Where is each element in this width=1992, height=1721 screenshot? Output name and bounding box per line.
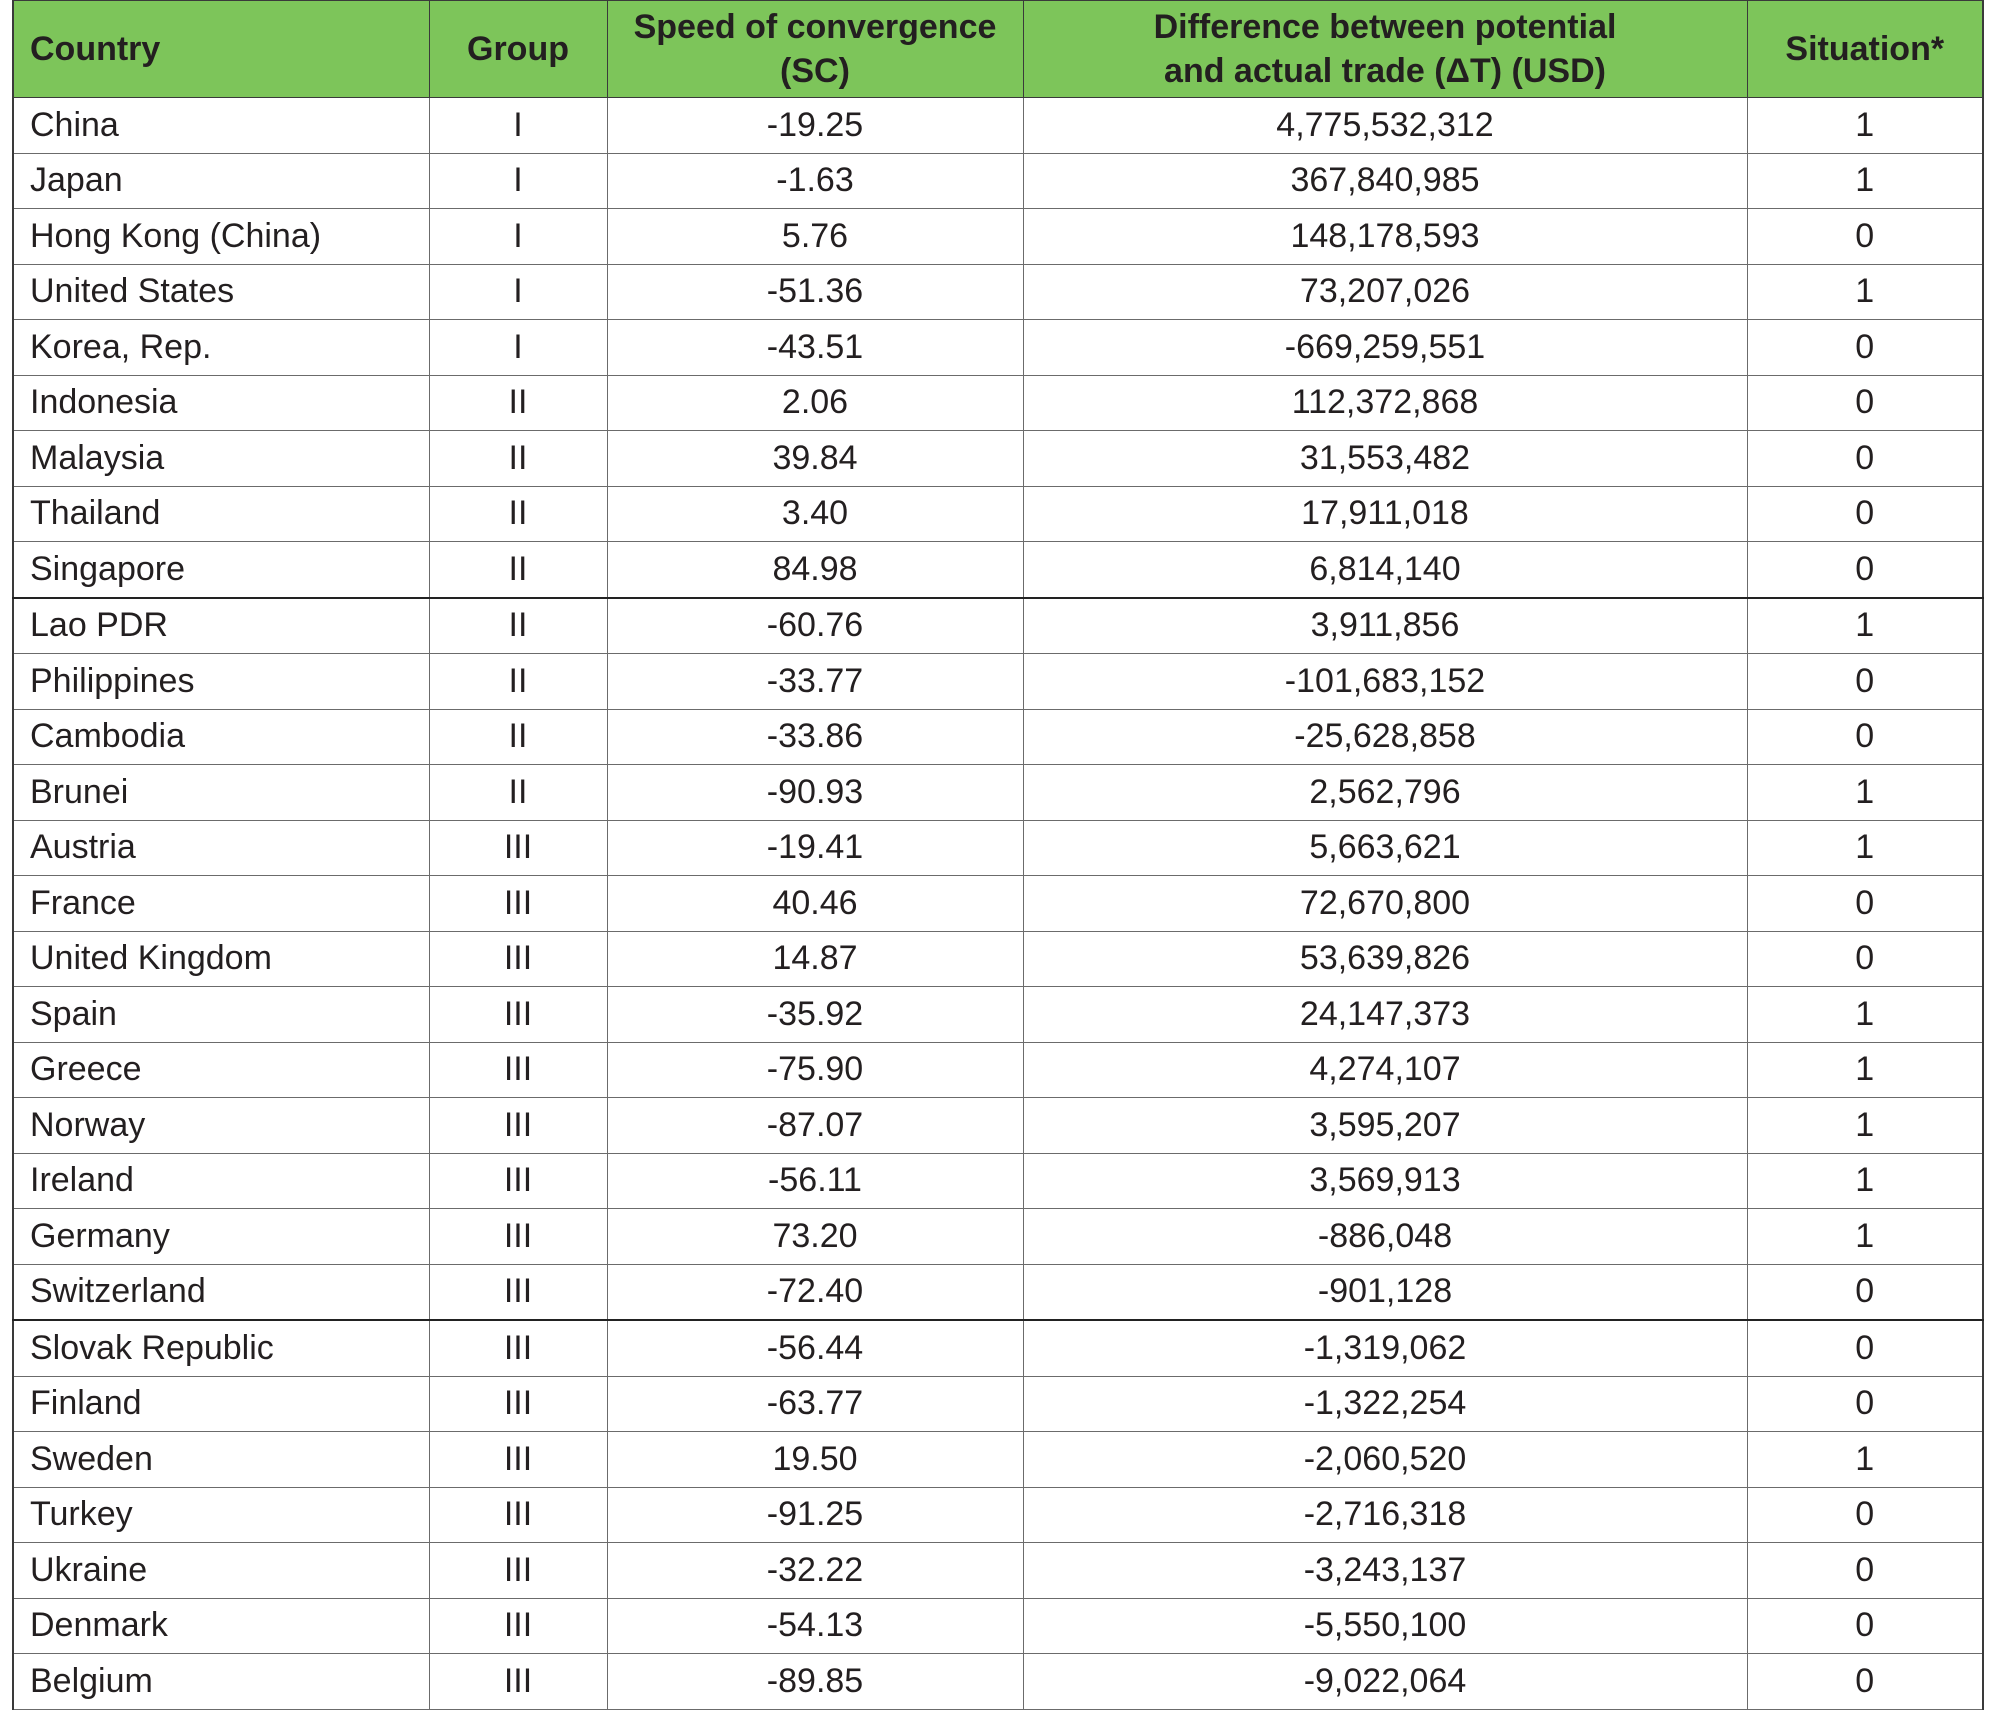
table-row — [13, 1042, 1983, 1098]
cell-trade-difference: -901,128 — [1023, 1264, 1747, 1320]
cell-speed-of-convergence: -35.92 — [607, 987, 1023, 1043]
cell-group: I — [429, 98, 607, 154]
cell-situation: 0 — [1747, 1376, 1983, 1432]
cell-speed-of-convergence: 73.20 — [607, 1209, 1023, 1265]
cell-group: I — [429, 153, 607, 209]
cell-group: III — [429, 820, 607, 876]
cell-speed-of-convergence: -89.85 — [607, 1654, 1023, 1710]
cell-country: Singapore — [13, 542, 429, 598]
cell-group: III — [429, 876, 607, 932]
cell-speed-of-convergence: 40.46 — [607, 876, 1023, 932]
cell-speed-of-convergence: -54.13 — [607, 1598, 1023, 1654]
cell-group: III — [429, 931, 607, 987]
cell-situation: 0 — [1747, 1264, 1983, 1320]
cell-speed-of-convergence: -33.86 — [607, 709, 1023, 765]
cell-country: Thailand — [13, 486, 429, 542]
cell-trade-difference: -2,716,318 — [1023, 1487, 1747, 1543]
cell-speed-of-convergence: 39.84 — [607, 431, 1023, 487]
cell-group: III — [429, 1098, 607, 1154]
cell-country: Sweden — [13, 1432, 429, 1488]
cell-country: Indonesia — [13, 375, 429, 431]
cell-group: III — [429, 1543, 607, 1599]
cell-group: III — [429, 987, 607, 1043]
cell-trade-difference: 3,569,913 — [1023, 1153, 1747, 1209]
table-row — [13, 1209, 1983, 1265]
cell-country: France — [13, 876, 429, 932]
cell-situation: 0 — [1747, 1543, 1983, 1599]
cell-trade-difference: 3,595,207 — [1023, 1098, 1747, 1154]
table-row — [13, 542, 1983, 598]
cell-group: III — [429, 1487, 607, 1543]
cell-country: Korea, Rep. — [13, 320, 429, 376]
cell-country: Slovak Republic — [13, 1320, 429, 1376]
cell-country: Belgium — [13, 1654, 429, 1710]
cell-speed-of-convergence: -32.22 — [607, 1543, 1023, 1599]
cell-situation: 1 — [1747, 153, 1983, 209]
cell-group: II — [429, 542, 607, 598]
cell-group: III — [429, 1209, 607, 1265]
table-row — [13, 320, 1983, 376]
cell-trade-difference: -3,243,137 — [1023, 1543, 1747, 1599]
cell-group: II — [429, 654, 607, 710]
cell-situation: 0 — [1747, 1598, 1983, 1654]
cell-speed-of-convergence: -33.77 — [607, 654, 1023, 710]
cell-trade-difference: -886,048 — [1023, 1209, 1747, 1265]
cell-situation: 0 — [1747, 209, 1983, 265]
cell-country: Lao PDR — [13, 598, 429, 654]
cell-situation: 0 — [1747, 1320, 1983, 1376]
cell-trade-difference: 72,670,800 — [1023, 876, 1747, 932]
table-header — [13, 1, 1983, 98]
table-row — [13, 486, 1983, 542]
cell-trade-difference: 4,775,532,312 — [1023, 98, 1747, 154]
cell-group: III — [429, 1042, 607, 1098]
cell-group: I — [429, 320, 607, 376]
header-sc-line2: (SC) — [780, 52, 850, 90]
cell-situation: 1 — [1747, 1153, 1983, 1209]
cell-trade-difference: -101,683,152 — [1023, 654, 1747, 710]
cell-speed-of-convergence: -1.63 — [607, 153, 1023, 209]
header-group: Group — [429, 1, 607, 98]
table-row — [13, 209, 1983, 265]
cell-situation: 1 — [1747, 987, 1983, 1043]
cell-country: Hong Kong (China) — [13, 209, 429, 265]
cell-country: China — [13, 98, 429, 154]
table-row — [13, 1654, 1983, 1710]
cell-trade-difference: 3,911,856 — [1023, 598, 1747, 654]
cell-situation: 0 — [1747, 375, 1983, 431]
cell-country: Malaysia — [13, 431, 429, 487]
cell-speed-of-convergence: 84.98 — [607, 542, 1023, 598]
cell-trade-difference: 53,639,826 — [1023, 931, 1747, 987]
cell-group: I — [429, 209, 607, 265]
table-row — [13, 1098, 1983, 1154]
table-row — [13, 1320, 1983, 1376]
table-row — [13, 654, 1983, 710]
cell-speed-of-convergence: -19.41 — [607, 820, 1023, 876]
table-row — [13, 1153, 1983, 1209]
table-row — [13, 598, 1983, 654]
header-speed-of-convergence — [607, 1, 1023, 98]
cell-trade-difference: 24,147,373 — [1023, 987, 1747, 1043]
cell-country: Germany — [13, 1209, 429, 1265]
cell-country: Brunei — [13, 765, 429, 821]
cell-group: III — [429, 1264, 607, 1320]
cell-trade-difference: 148,178,593 — [1023, 209, 1747, 265]
cell-speed-of-convergence: -75.90 — [607, 1042, 1023, 1098]
cell-country: Philippines — [13, 654, 429, 710]
cell-trade-difference: -9,022,064 — [1023, 1654, 1747, 1710]
cell-group: III — [429, 1153, 607, 1209]
cell-country: Switzerland — [13, 1264, 429, 1320]
cell-situation: 1 — [1747, 765, 1983, 821]
table-row — [13, 98, 1983, 154]
cell-speed-of-convergence: -63.77 — [607, 1376, 1023, 1432]
cell-group: III — [429, 1598, 607, 1654]
table-row — [13, 876, 1983, 932]
cell-situation: 0 — [1747, 931, 1983, 987]
cell-situation: 1 — [1747, 1432, 1983, 1488]
cell-country: Turkey — [13, 1487, 429, 1543]
cell-situation: 0 — [1747, 876, 1983, 932]
table-row — [13, 1376, 1983, 1432]
cell-speed-of-convergence: 5.76 — [607, 209, 1023, 265]
cell-trade-difference: 5,663,621 — [1023, 820, 1747, 876]
cell-country: Finland — [13, 1376, 429, 1432]
table-row — [13, 987, 1983, 1043]
cell-situation: 1 — [1747, 1209, 1983, 1265]
cell-country: Norway — [13, 1098, 429, 1154]
header-country: Country — [13, 1, 429, 98]
table-row — [13, 431, 1983, 487]
cell-speed-of-convergence: -91.25 — [607, 1487, 1023, 1543]
cell-trade-difference: -1,322,254 — [1023, 1376, 1747, 1432]
cell-trade-difference: -5,550,100 — [1023, 1598, 1747, 1654]
cell-speed-of-convergence: -56.11 — [607, 1153, 1023, 1209]
cell-situation: 1 — [1747, 598, 1983, 654]
cell-speed-of-convergence: 2.06 — [607, 375, 1023, 431]
cell-speed-of-convergence: -56.44 — [607, 1320, 1023, 1376]
cell-country: Spain — [13, 987, 429, 1043]
table-row — [13, 1598, 1983, 1654]
cell-group: II — [429, 431, 607, 487]
header-situation: Situation* — [1747, 1, 1983, 98]
header-dt-line2: and actual trade (ΔT) (USD) — [1164, 52, 1606, 90]
table-row — [13, 765, 1983, 821]
header-trade-difference — [1023, 1, 1747, 98]
cell-trade-difference: 73,207,026 — [1023, 264, 1747, 320]
cell-trade-difference: 31,553,482 — [1023, 431, 1747, 487]
header-sc-line1: Speed of convergence — [633, 8, 997, 46]
cell-trade-difference: 2,562,796 — [1023, 765, 1747, 821]
cell-trade-difference: -669,259,551 — [1023, 320, 1747, 376]
cell-group: III — [429, 1376, 607, 1432]
cell-speed-of-convergence: -43.51 — [607, 320, 1023, 376]
cell-group: III — [429, 1320, 607, 1376]
table-row — [13, 931, 1983, 987]
cell-situation: 0 — [1747, 431, 1983, 487]
cell-speed-of-convergence: -72.40 — [607, 1264, 1023, 1320]
cell-situation: 0 — [1747, 486, 1983, 542]
table-row — [13, 820, 1983, 876]
cell-group: II — [429, 598, 607, 654]
cell-trade-difference: 6,814,140 — [1023, 542, 1747, 598]
table-row — [13, 709, 1983, 765]
cell-situation: 1 — [1747, 98, 1983, 154]
header-dt-line1: Difference between potential — [1153, 8, 1617, 46]
cell-speed-of-convergence: -87.07 — [607, 1098, 1023, 1154]
cell-country: Cambodia — [13, 709, 429, 765]
table-row — [13, 1543, 1983, 1599]
cell-group: II — [429, 375, 607, 431]
cell-country: United States — [13, 264, 429, 320]
cell-speed-of-convergence: 3.40 — [607, 486, 1023, 542]
cell-country: Ireland — [13, 1153, 429, 1209]
table-row — [13, 1264, 1983, 1320]
trade-potential-table — [12, 0, 1984, 1710]
cell-situation: 0 — [1747, 542, 1983, 598]
cell-situation: 1 — [1747, 1042, 1983, 1098]
cell-speed-of-convergence: -90.93 — [607, 765, 1023, 821]
cell-country: Austria — [13, 820, 429, 876]
table-row — [13, 1487, 1983, 1543]
table-row — [13, 153, 1983, 209]
cell-group: II — [429, 765, 607, 821]
cell-trade-difference: 112,372,868 — [1023, 375, 1747, 431]
cell-group: III — [429, 1432, 607, 1488]
cell-country: United Kingdom — [13, 931, 429, 987]
cell-group: I — [429, 264, 607, 320]
table-row — [13, 264, 1983, 320]
cell-country: Japan — [13, 153, 429, 209]
cell-group: II — [429, 709, 607, 765]
cell-country: Greece — [13, 1042, 429, 1098]
cell-speed-of-convergence: 19.50 — [607, 1432, 1023, 1488]
cell-group: II — [429, 486, 607, 542]
cell-trade-difference: -25,628,858 — [1023, 709, 1747, 765]
cell-trade-difference: -2,060,520 — [1023, 1432, 1747, 1488]
cell-trade-difference: 367,840,985 — [1023, 153, 1747, 209]
cell-trade-difference: 17,911,018 — [1023, 486, 1747, 542]
cell-group: III — [429, 1654, 607, 1710]
cell-situation: 0 — [1747, 320, 1983, 376]
cell-situation: 1 — [1747, 1098, 1983, 1154]
trade-table-container — [12, 0, 1982, 1710]
cell-situation: 1 — [1747, 820, 1983, 876]
table-row — [13, 375, 1983, 431]
cell-country: Ukraine — [13, 1543, 429, 1599]
table-row — [13, 1432, 1983, 1488]
cell-speed-of-convergence: -51.36 — [607, 264, 1023, 320]
cell-situation: 0 — [1747, 1654, 1983, 1710]
cell-situation: 0 — [1747, 709, 1983, 765]
cell-situation: 0 — [1747, 654, 1983, 710]
header-row — [13, 1, 1983, 98]
cell-speed-of-convergence: 14.87 — [607, 931, 1023, 987]
table-body — [13, 98, 1983, 1710]
cell-trade-difference: 4,274,107 — [1023, 1042, 1747, 1098]
cell-speed-of-convergence: -19.25 — [607, 98, 1023, 154]
cell-speed-of-convergence: -60.76 — [607, 598, 1023, 654]
cell-country: Denmark — [13, 1598, 429, 1654]
cell-situation: 1 — [1747, 264, 1983, 320]
cell-situation: 0 — [1747, 1487, 1983, 1543]
cell-trade-difference: -1,319,062 — [1023, 1320, 1747, 1376]
